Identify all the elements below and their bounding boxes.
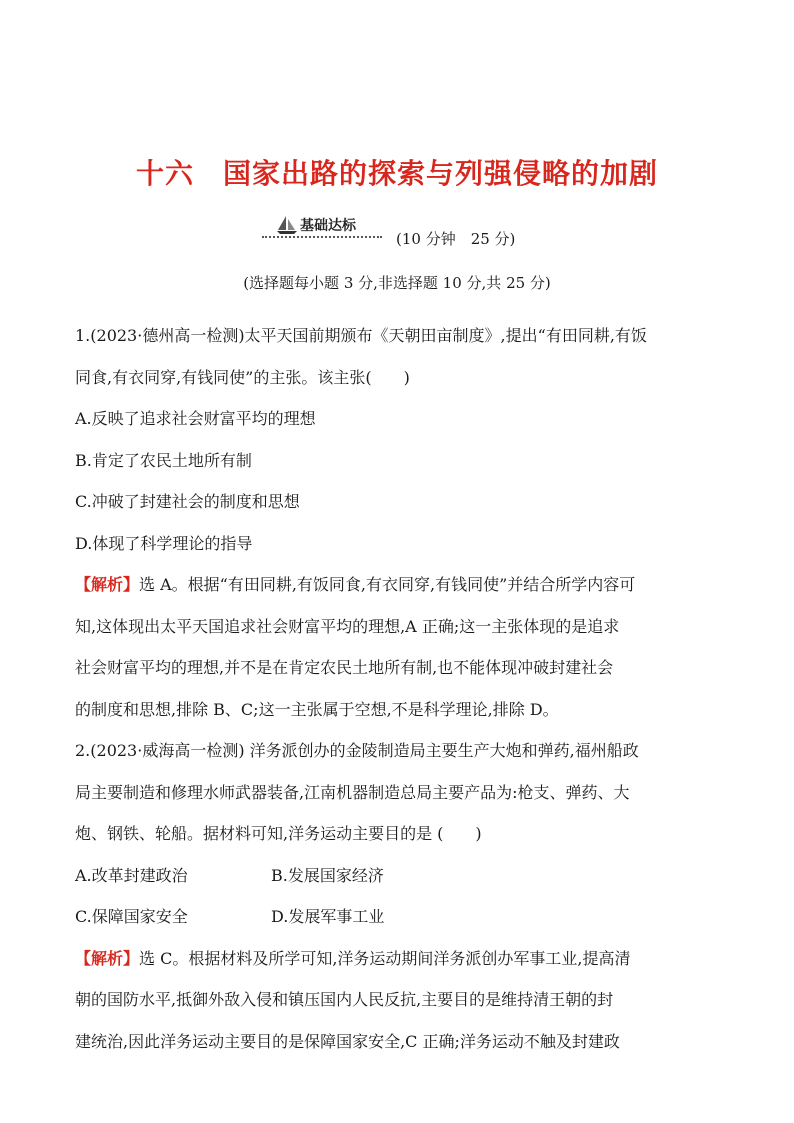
q1-analysis-text: 选 A。根据“有田同耕,有饭同食,有衣同穿,有钱同使”并结合所学内容可	[139, 575, 636, 594]
q2-options-row	[75, 896, 723, 938]
q1-option-d: D.体现了科学理论的指导	[75, 533, 253, 553]
q2-analysis-text: 选 C。根据材料及所学可知,洋务运动期间洋务派创办军事工业,提高清	[139, 948, 631, 968]
sailboat-icon	[276, 214, 298, 236]
dotted-divider	[262, 236, 382, 238]
q1-option-b: B.肯定了农民土地所有制	[75, 450, 252, 470]
q1-analysis-line: 知,这体现出太平天国追求社会财富平均的理想,A 正确;这一主张体现的是追求	[75, 616, 620, 636]
q2-option-c: C.保障国家安全	[75, 907, 188, 926]
q2-analysis-line: 朝的国防水平,抵御外敌入侵和镇压国内人民反抗,主要目的是维持清王朝的封	[75, 990, 614, 1009]
time-limit: (10 分钟 25 分)	[396, 230, 516, 248]
q1-option-a: A.反映了追求社会财富平均的理想	[75, 409, 316, 428]
q2-option-b: B.发展国家经济	[271, 865, 384, 885]
scoring-note: (选择题每小题 3 分,非选择题 10 分,共 25 分)	[243, 274, 551, 292]
q2-analysis-line: 建统治,因此洋务运动主要目的是保障国家安全,C 正确;洋务运动不触及封建政	[75, 1031, 620, 1051]
q2-analysis-line	[75, 938, 723, 980]
q2-option-d: D.发展军事工业	[271, 907, 385, 926]
q2-stem-line: 2.(2023·威海高一检测) 洋务派创办的金陵制造局主要生产大炮和弹药,福州船政	[75, 741, 639, 760]
q1-analysis-line: 的制度和思想,排除 B、C;这一主张属于空想,不是科学理论,排除 D。	[75, 699, 559, 719]
q1-analysis-line: 社会财富平均的理想,并不是在肯定农民土地所有制,也不能体现冲破封建社会	[75, 658, 614, 677]
q2-stem-line: 局主要制造和修理水师武器装备,江南机器制造总局主要产品为:枪支、弹药、大	[75, 782, 630, 802]
section-header	[270, 214, 600, 248]
q2-option-a: A.改革封建政治	[75, 865, 188, 885]
page-title: 十六 国家出路的探索与列强侵略的加剧	[135, 157, 658, 190]
q2-stem-line: 炮、钢铁、轮船。据材料可知,洋务运动主要目的是 ( )	[75, 824, 482, 843]
q2-options-row	[75, 855, 723, 897]
q1-stem-line: 1.(2023·德州高一检测)太平天国前期颁布《天朝田亩制度》,提出“有田同耕,有饭	[75, 326, 647, 345]
analysis-tag: 【解析】	[75, 575, 140, 594]
section-badge-label: 基础达标	[300, 218, 356, 234]
question-list	[75, 315, 723, 1062]
q1-analysis-line	[75, 564, 723, 606]
analysis-tag: 【解析】	[75, 948, 140, 968]
q1-option-c: C.冲破了封建社会的制度和思想	[75, 492, 300, 511]
q1-stem-line: 同食,有衣同穿,有钱同使”的主张。该主张( )	[75, 367, 410, 387]
